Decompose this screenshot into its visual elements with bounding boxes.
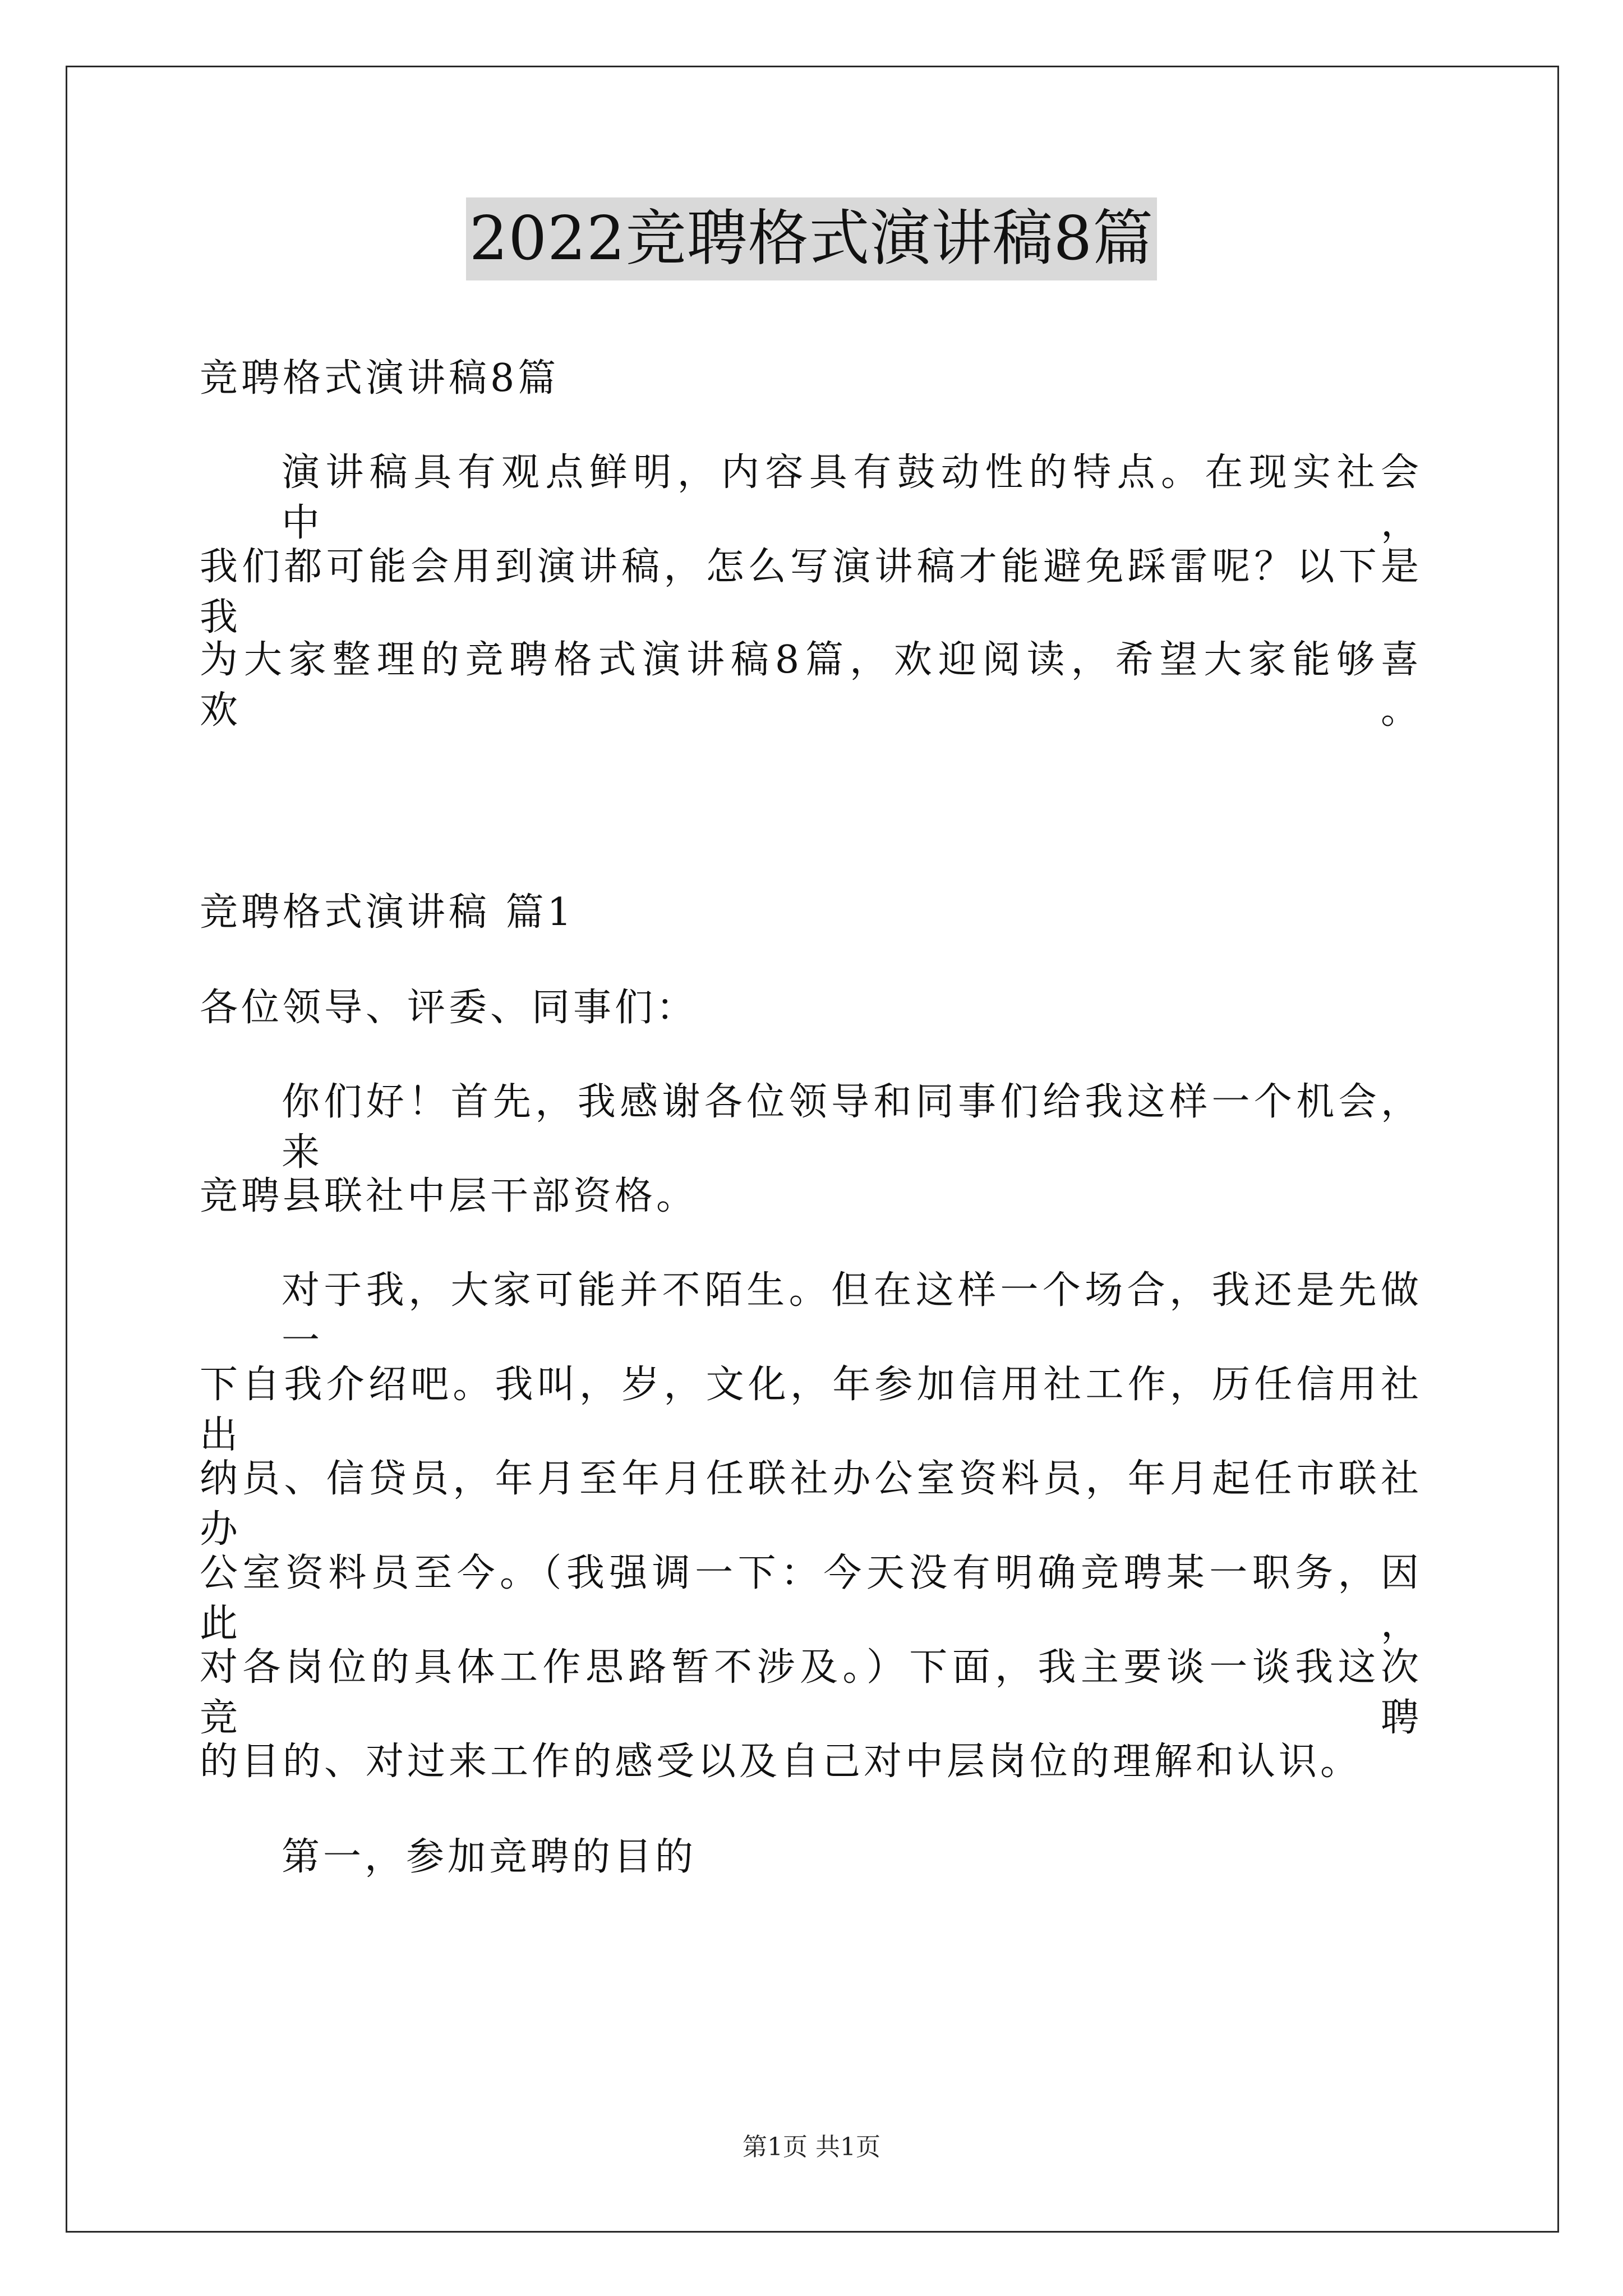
salutation: 各位领导、评委、同事们： bbox=[200, 986, 698, 1030]
paragraph-line: 的目的、对过来工作的感受以及自己对中层岗位的理解和认识。 bbox=[200, 1740, 1362, 1784]
paragraph-line: 下自我介绍吧。我叫，岁，文化，年参加信用社工作，历任信用社出 bbox=[200, 1363, 1422, 1457]
paragraph-line: 公室资料员至今。（我强调一下：今天没有明确竞聘某一职务，因此， bbox=[200, 1551, 1422, 1646]
paragraph-line: 对各岗位的具体工作思路暂不涉及。）下面，我主要谈一谈我这次竞聘 bbox=[200, 1645, 1422, 1740]
section-heading: 竞聘格式演讲稿 篇1 bbox=[200, 890, 575, 935]
paragraph-line: 为大家整理的竞聘格式演讲稿8篇，欢迎阅读，希望大家能够喜欢。 bbox=[200, 638, 1422, 733]
paragraph-line: 演讲稿具有观点鲜明，内容具有鼓动性的特点。在现实社会中， bbox=[282, 450, 1422, 545]
subtitle: 竞聘格式演讲稿8篇 bbox=[200, 356, 560, 401]
paragraph-line: 纳员、信贷员，年月至年月任联社办公室资料员，年月起任市联社办 bbox=[200, 1457, 1422, 1552]
document-title: 2022竞聘格式演讲稿8篇 bbox=[466, 197, 1158, 280]
title-container bbox=[0, 197, 1623, 280]
paragraph-line: 我们都可能会用到演讲稿，怎么写演讲稿才能避免踩雷呢？以下是我 bbox=[200, 545, 1422, 639]
point-heading: 第一，参加竞聘的目的 bbox=[282, 1835, 697, 1879]
paragraph-line: 竞聘县联社中层干部资格。 bbox=[200, 1174, 698, 1218]
paragraph-line: 对于我，大家可能并不陌生。但在这样一个场合，我还是先做一 bbox=[282, 1268, 1422, 1363]
paragraph-line: 你们好！首先，我感谢各位领导和同事们给我这样一个机会，来 bbox=[282, 1080, 1422, 1175]
page-footer: 第1页 共1页 bbox=[743, 2133, 880, 2161]
